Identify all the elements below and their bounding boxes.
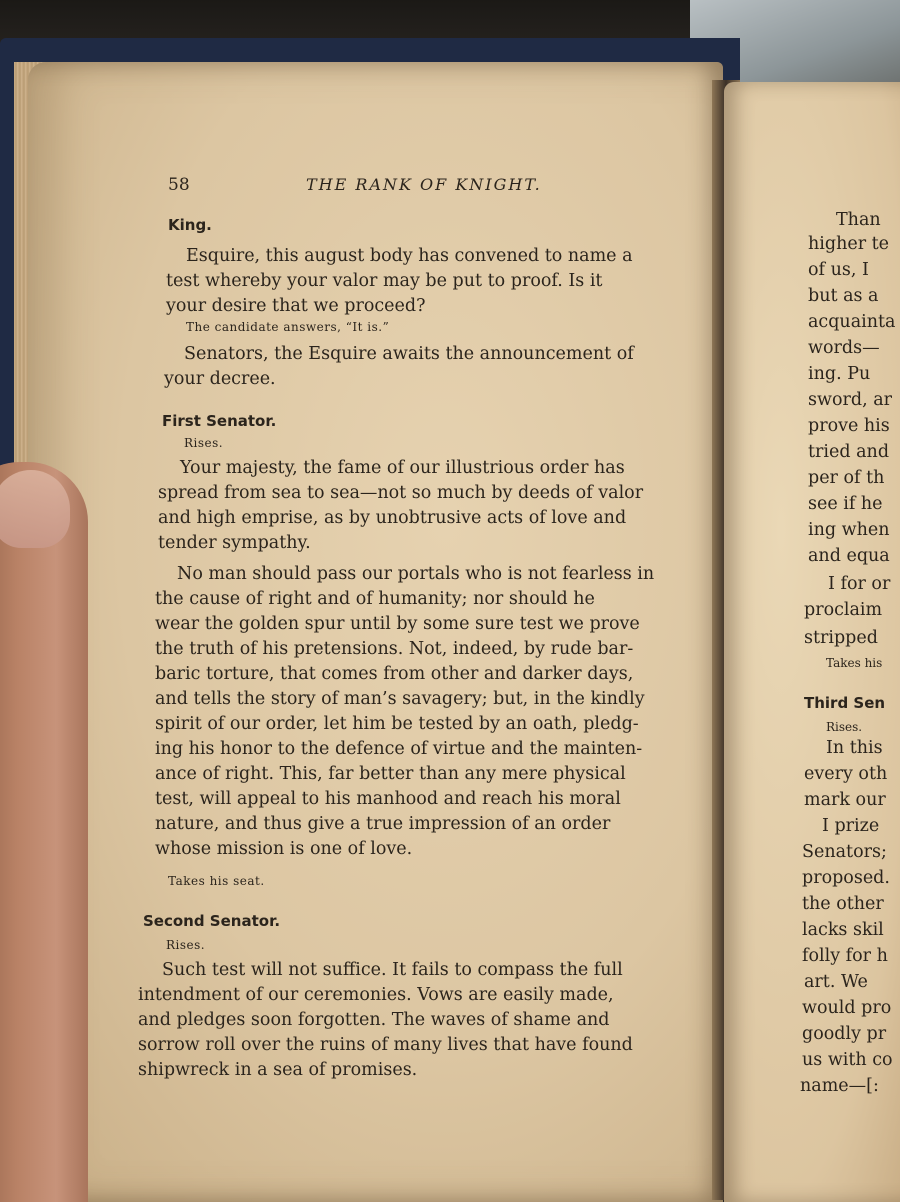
page-number: 58 <box>168 175 190 195</box>
right-page-line: and equa <box>808 546 890 566</box>
first-senator-paragraph-1 <box>158 456 643 556</box>
right-page-line: In this <box>826 738 883 758</box>
right-page-line: the other <box>802 894 884 914</box>
right-page-line: prove his <box>808 416 890 436</box>
text-line: spread from sea to sea—not so much by deeds of valor <box>158 483 644 503</box>
right-page-line: stripped <box>804 628 878 648</box>
right-page-line: us with co <box>802 1050 893 1070</box>
thumb <box>0 462 88 1202</box>
text-line: ance of right. This, far better than any mere physical <box>155 764 626 784</box>
stage-direction: The candidate answers, “It is.” <box>186 320 390 334</box>
right-page-line: I for or <box>828 574 891 594</box>
right-page-line: per of th <box>808 468 885 488</box>
right-page-line: ing. Pu <box>808 364 871 384</box>
right-page-line: proclaim <box>804 600 883 620</box>
first-senator-paragraph-2 <box>155 562 654 862</box>
text-line: whose mission is one of love. <box>155 839 413 859</box>
right-page-line: see if he <box>808 494 883 514</box>
right-page-text <box>724 82 900 1202</box>
right-page-line: Rises. <box>826 720 863 734</box>
stage-direction: Rises. <box>166 938 206 952</box>
text-line: and pledges soon forgotten. The waves of shame and <box>138 1010 610 1030</box>
right-page-line: mark our <box>804 790 886 810</box>
second-senator-paragraph-1 <box>138 958 633 1083</box>
king-paragraph-1 <box>166 244 633 319</box>
text-line: your desire that we proceed? <box>166 296 426 316</box>
text-line: nature, and thus give a true impression of an order <box>155 814 611 834</box>
right-page-line: every oth <box>804 764 888 784</box>
king-paragraph-2 <box>164 342 634 392</box>
text-line: Your majesty, the fame of our illustrious order has <box>180 458 625 478</box>
right-page-line: Than <box>836 210 881 230</box>
right-page-line: Senators; <box>802 842 887 862</box>
right-page-line: I prize <box>822 816 880 836</box>
right-page-line: Takes his <box>826 656 883 670</box>
right-page-line: art. We <box>804 972 868 992</box>
text-line: No man should pass our portals who is not fearless in <box>177 564 655 584</box>
text-line: ing his honor to the defence of virtue and the mainten- <box>155 739 643 759</box>
text-line: and high emprise, as by unobtrusive acts of love and <box>158 508 627 528</box>
speaker-second-senator: Second Senator. <box>143 912 281 930</box>
text-line: wear the golden spur until by some sure test we prove <box>155 614 640 634</box>
text-line: test whereby your valor may be put to proof. Is it <box>166 271 603 291</box>
right-page-line: of us, I <box>808 260 869 280</box>
text-line: and tells the story of man’s savagery; but, in the kindly <box>155 689 645 709</box>
right-page-line: ing when <box>808 520 890 540</box>
text-line: spirit of our order, let him be tested by an oath, pledg- <box>155 714 639 734</box>
stage-direction: Takes his seat. <box>168 874 265 888</box>
text-line: shipwreck in a sea of promises. <box>138 1060 418 1080</box>
right-page-line: would pro <box>802 998 892 1018</box>
running-title: THE RANK OF KNIGHT. <box>306 175 542 194</box>
text-line: the truth of his pretensions. Not, indeed, by rude bar- <box>155 639 634 659</box>
text-line: the cause of right and of humanity; nor should he <box>155 589 595 609</box>
text-line: Senators, the Esquire awaits the announcement of <box>184 344 634 364</box>
text-line: test, will appeal to his manhood and reach his moral <box>155 789 621 809</box>
text-line: your decree. <box>164 369 276 389</box>
text-line: Esquire, this august body has convened to name a <box>186 246 633 266</box>
right-page-line: proposed. <box>802 868 890 888</box>
right-page-line: tried and <box>808 442 890 462</box>
stage-direction: Rises. <box>184 436 224 450</box>
right-page-line: Third Sen <box>804 694 886 712</box>
text-line: intendment of our ceremonies. Vows are easily made, <box>138 985 614 1005</box>
text-line: Such test will not suffice. It fails to compass the full <box>162 960 623 980</box>
speaker-first-senator: First Senator. <box>162 412 277 430</box>
right-page-line: goodly pr <box>802 1024 887 1044</box>
right-page-line: but as a <box>808 286 879 306</box>
speaker-king: King. <box>168 216 212 234</box>
right-page-line: name—[: <box>800 1076 879 1096</box>
right-page-line: lacks skil <box>802 920 884 940</box>
right-page-line: sword, ar <box>808 390 892 410</box>
text-line: baric torture, that comes from other and darker days, <box>155 664 634 684</box>
right-page-line: acquainta <box>808 312 896 332</box>
right-page-line: higher te <box>808 234 890 254</box>
right-page <box>724 82 900 1202</box>
text-line: sorrow roll over the ruins of many lives that have found <box>138 1035 633 1055</box>
thumbnail <box>0 470 70 548</box>
right-page-line: words— <box>808 338 880 358</box>
text-line: tender sympathy. <box>158 533 311 553</box>
right-page-line: folly for h <box>802 946 888 966</box>
